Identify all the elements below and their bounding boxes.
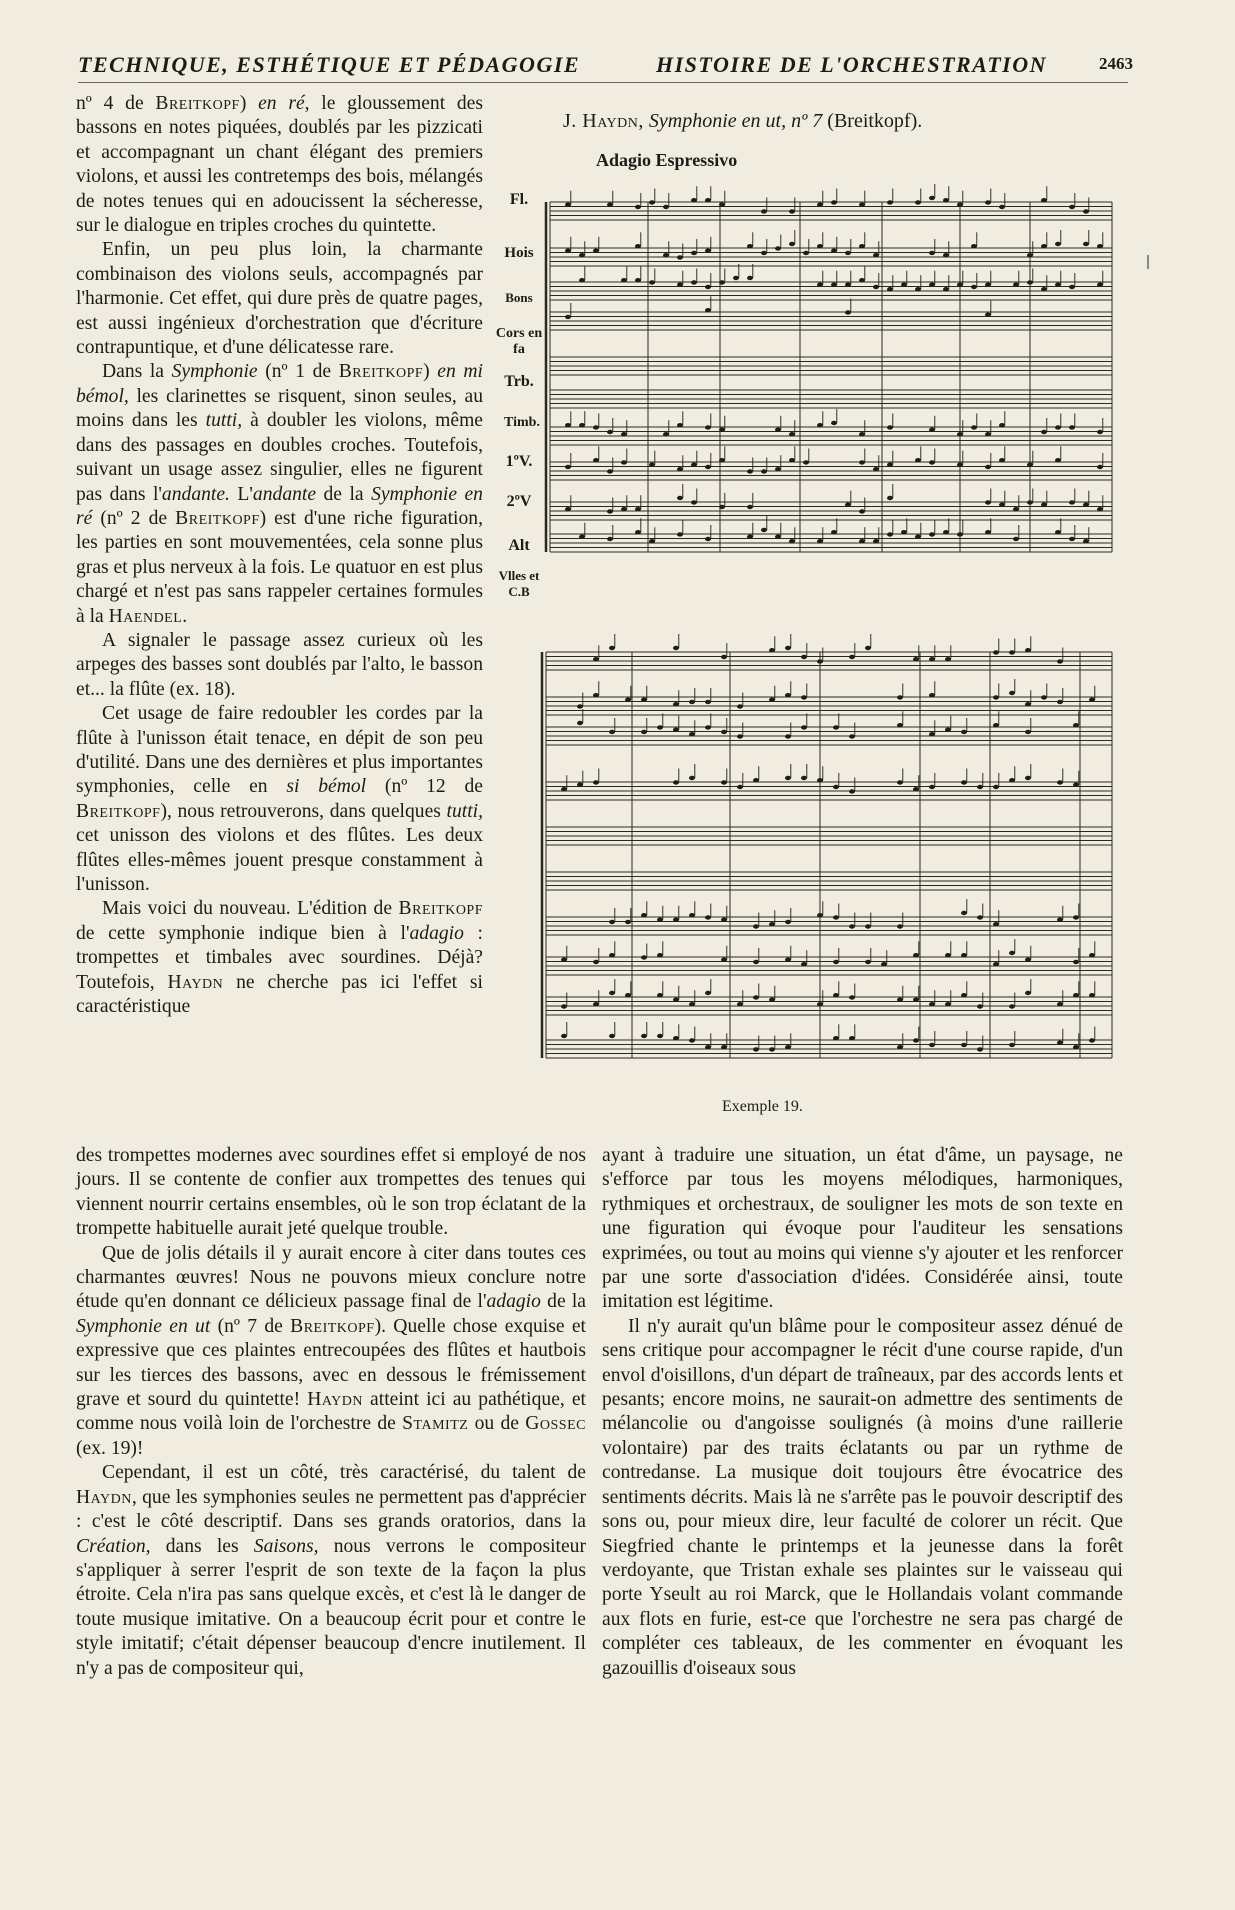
- text-run: si bémol: [286, 776, 367, 798]
- text-run: Breitkopf: [155, 93, 240, 114]
- margin-mark: [1147, 255, 1149, 269]
- instrument-label: Fl.: [509, 191, 529, 208]
- text-run: Haydn: [167, 971, 224, 993]
- text-run: Haendel.: [108, 605, 188, 627]
- instrument-label: Hois: [504, 245, 534, 261]
- score-image: [490, 172, 1115, 1084]
- instrument-label: Timb.: [504, 415, 540, 430]
- header-rule: [78, 82, 1128, 83]
- text-run: Stamitz: [402, 1413, 469, 1435]
- column-bottom-right: [602, 1144, 1123, 1681]
- instrument-label: 1ºV.: [505, 453, 533, 470]
- text-run: andante: [252, 483, 317, 505]
- text-run: Symphonie en ut: [76, 1315, 211, 1337]
- text-run: tutti,: [205, 410, 243, 432]
- text-run: en ré: [258, 93, 305, 114]
- caption-title: Symphonie en ut, nº 7: [648, 110, 823, 132]
- paragraph: Dans la Symphonie (nº 1 de Breitkopf) en mi bémol, les clarinettes se risquent, sinon seules, au moins dans les tutti, à doubler les violons, même dans des passages en doubles croches. Toutefois, suivant un usage assez singulier, elles ne figurent pas dans l'andante. L'andante de la Symphonie en ré (nº 2 de Breitkopf) est d'une riche figuration, les parties en sont mouvementées, cela sonne plus gras et plus nerveux à la fois. Le quatuor en est plus chargé et n'est pas sans rappeler certaines formules à la Haendel.: [76, 361, 484, 627]
- instrument-label: Cors en fa: [495, 326, 543, 357]
- text-run: Symphonie: [171, 361, 258, 383]
- paragraph: Mais voici du nouveau. L'édition de Breitkopf de cette symphonie indique bien à l'adagio : trompettes et timbales avec sourdines. Déjà? Toutefois, Haydn ne cherche pas ici l'effet si caractéristique: [76, 898, 484, 1018]
- figure-caption-heading: [563, 110, 922, 133]
- text-run: Saisons,: [253, 1535, 319, 1557]
- tempo-marking: Adagio Espressivo: [596, 150, 738, 170]
- column-bottom-left: [76, 1144, 586, 1681]
- text-run: Breitkopf: [76, 800, 161, 822]
- column-top-left: [76, 92, 483, 1019]
- text-run: Haydn: [76, 1486, 132, 1508]
- paragraph: Enfin, un peu plus loin, la charmante combinaison des violons seuls, accompagnés par l'harmonie. Cet effet, qui dure près de quatre pages, est aussi ingénieux d'orchestration que d'écriture contrapuntique, et d'une délicatesse rare.: [76, 239, 483, 359]
- score-figure: [490, 172, 1115, 1089]
- text-run: tutti,: [446, 800, 483, 822]
- caption-author: J. Haydn,: [563, 110, 644, 132]
- page-number: 2463: [1099, 54, 1133, 73]
- instrument-label: Vlles et C.B: [498, 568, 540, 599]
- text-run: en mi bémol,: [76, 361, 483, 407]
- text-run: Gossec: [525, 1413, 586, 1435]
- running-header: [78, 52, 1133, 84]
- instrument-label: Bons: [505, 290, 533, 305]
- instrument-label: 2ºV: [506, 493, 532, 510]
- paragraph: nº 4 de Breitkopf) en ré, le gloussement des bassons en notes piquées, doublés par les pizzicati et accompagnant un chant élégant des premiers violons, et aussi les contretemps des bois, mélangés de notes tenues qui en adoucissent la sécheresse, sur le dialogue en triples croches du quintette.: [76, 93, 483, 237]
- text-run: Création,: [76, 1535, 151, 1557]
- paragraph: A signaler le passage assez curieux où les arpeges des basses sont doublés par l'alto, le basson et... la flûte (ex. 18).: [76, 629, 483, 700]
- header-right-title: HISTOIRE DE L'ORCHESTRATION: [656, 52, 1047, 77]
- text-run: Symphonie en ré: [76, 483, 483, 529]
- paragraph: Il n'y aurait qu'un blâme pour le compositeur assez dénué de sens critique pour accompagner le récit d'une course rapide, d'un envol d'oisillons, d'un départ de traîneaux, par des accords lents et pesants; encore moins, ne saurait-on admettre des sentiments de mélancolie ou d'angoisse soulignés (à moins d'une raillerie volontaire) par des traits éclatants ou par un rythme de contredanse. La musique doit toujours être évocatrice des sentiments décrits. Mais là ne s'arrête pas le pouvoir descriptif des sons ou, pour mieux dire, leur faculté de colorer un récit. Que Siegfried chante le printemps et la jeunesse dans la forêt verdoyante, que Tristan exhale ses plaintes sur le vaisseau qui porte Yseult au roi Marck, que le Hollandais volant commande aux flots en furie, est-ce que l'orchestre ne sera pas chargé de compléter ces tableaux, de les commenter en évoquant les gazouillis d'oiseaux sous: [602, 1315, 1123, 1679]
- paragraph: des trompettes modernes avec sourdines effet si employé de nos jours. Il se contente de confier aux trompettes des tenues qui viennent nourrir certains ensembles, où le son trop éclatant de la trompette habituelle aurait jeté quelque trouble.: [76, 1145, 586, 1240]
- example-label: Exemple 19.: [722, 1098, 803, 1115]
- text-run: adagio: [409, 922, 464, 944]
- text-run: Breitkopf: [290, 1315, 375, 1337]
- paragraph: Cet usage de faire redoubler les cordes par la flûte à l'unisson était tenace, en dépit de son peu d'utilité. Dans une des dernières et plus importantes symphonies, celle en si bémol (nº 12 de Breitkopf), nous retrouverons, dans quelques tutti, cet unisson des violons et des flûtes. Les deux flûtes elles-mêmes jouent presque constamment à l'unisson.: [76, 703, 483, 895]
- paragraph: Que de jolis détails il y aurait encore à citer dans toutes ces charmantes œuvres! Nous ne pouvons mieux conclure notre étude qu'en donnant ce délicieux passage final de l'adagio de la Symphonie en ut (nº 7 de Breitkopf). Quelle chose exquise et expressive que ces plaintes entrecoupées des flûtes et hautbois sur les tierces des bassons, avec en dessous le frémissement grave et sourd du quintette! Haydn atteint ici au pathétique, et comme nous voilà loin de l'orchestre de Stamitz ou de Gossec (ex. 19)!: [76, 1242, 587, 1459]
- caption-publisher: (Breitkopf).: [827, 110, 923, 132]
- instrument-label: Alt: [508, 537, 530, 554]
- paragraph: Cependant, il est un côté, très caractérisé, du talent de Haydn, que les symphonies seules ne permettent pas d'apprécier : c'est le côté descriptif. Dans ses grands oratorios, dans la Création, dans les Saisons, nous verrons le compositeur s'appliquer à serrer l'esprit de son texte de la façon la plus étroite. Cela n'ira pas sans quelque excès, et c'est là le danger de toute musique imitative. On a beaucoup écrit pour et contre le style imitatif; c'était dépenser beaucoup d'encre inutilement. Il n'y a pas de compositeur qui,: [76, 1462, 586, 1679]
- text-run: Breitkopf: [338, 361, 424, 383]
- text-run: Haydn: [307, 1389, 363, 1411]
- instrument-label: Trb.: [504, 373, 534, 390]
- paragraph: ayant à traduire une situation, un état d'âme, un paysage, ne s'efforce par tous les moyens mélodiques, harmoniques, rythmiques et orchestraux, de souligner les mots de son texte en une figuration qui évoque pour l'auditeur les sensations exprimées, ou tout au moins qui vienne s'y ajouter et les renforcer par une sorte d'association d'idées. Considérée ainsi, toute imitation est légitime.: [602, 1145, 1123, 1313]
- text-run: andante.: [161, 483, 230, 505]
- header-left-title: TECHNIQUE, ESTHÉTIQUE ET PÉDAGOGIE: [78, 52, 581, 77]
- text-run: adagio: [486, 1291, 541, 1313]
- text-run: Breitkopf: [398, 898, 483, 920]
- text-run: Breitkopf: [175, 507, 260, 529]
